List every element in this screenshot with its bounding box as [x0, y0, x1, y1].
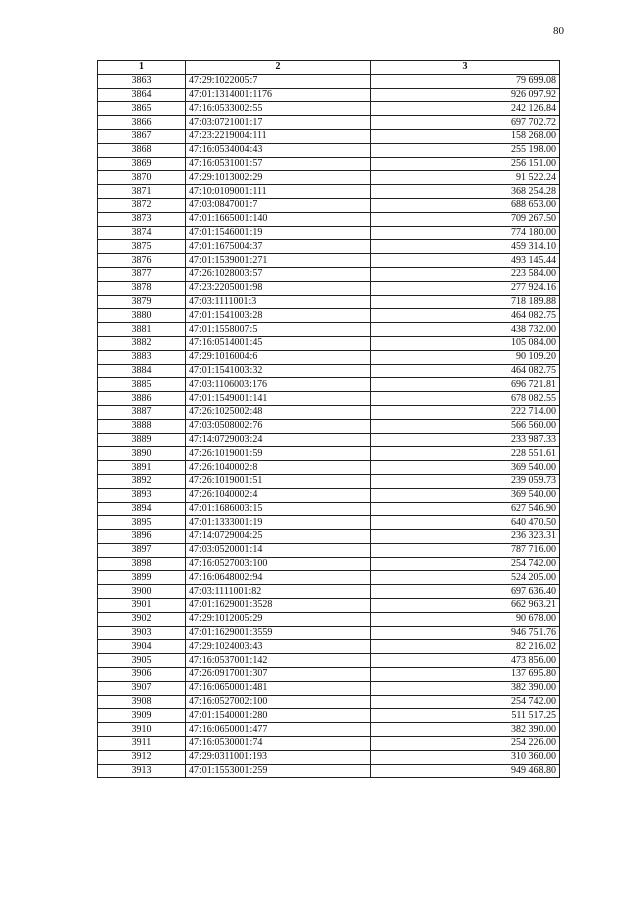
- row-number-cell: 3912: [98, 750, 186, 764]
- amount-cell: 926 097.92: [371, 88, 560, 102]
- cadastral-id-cell: 47:14:0729004:25: [186, 530, 371, 544]
- table-row: [98, 723, 560, 737]
- cadastral-id-cell: 47:16:0537001:142: [186, 654, 371, 668]
- row-number-cell: 3865: [98, 102, 186, 116]
- amount-cell: 255 198.00: [371, 143, 560, 157]
- amount-cell: 524 205.00: [371, 571, 560, 585]
- table-row: [98, 681, 560, 695]
- row-number-cell: 3867: [98, 129, 186, 143]
- row-number-cell: 3905: [98, 654, 186, 668]
- table-row: [98, 640, 560, 654]
- table-row: [98, 612, 560, 626]
- cadastral-id-cell: 47:29:1013002:29: [186, 171, 371, 185]
- amount-cell: 949 468.80: [371, 764, 560, 778]
- cadastral-id-cell: 47:26:1019001:51: [186, 474, 371, 488]
- row-number-cell: 3898: [98, 557, 186, 571]
- cadastral-id-cell: 47:26:1028003:57: [186, 267, 371, 281]
- cadastral-id-cell: 47:03:1111001:3: [186, 295, 371, 309]
- row-number-cell: 3889: [98, 433, 186, 447]
- table-row: [98, 419, 560, 433]
- table-row: [98, 240, 560, 254]
- cadastral-id-cell: 47:16:0514001:45: [186, 336, 371, 350]
- amount-cell: 697 636.40: [371, 585, 560, 599]
- table-row: [98, 378, 560, 392]
- amount-cell: 254 742.00: [371, 695, 560, 709]
- cadastral-id-cell: 47:03:0847001:7: [186, 198, 371, 212]
- row-number-cell: 3896: [98, 530, 186, 544]
- amount-cell: 277 924.16: [371, 281, 560, 295]
- amount-cell: 369 540.00: [371, 488, 560, 502]
- amount-cell: 696 721.81: [371, 378, 560, 392]
- row-number-cell: 3891: [98, 461, 186, 475]
- row-number-cell: 3885: [98, 378, 186, 392]
- table-row: [98, 405, 560, 419]
- table-row: [98, 764, 560, 778]
- row-number-cell: 3887: [98, 405, 186, 419]
- table-row: [98, 157, 560, 171]
- amount-cell: 137 695.80: [371, 668, 560, 682]
- row-number-cell: 3895: [98, 516, 186, 530]
- table-row: [98, 474, 560, 488]
- amount-cell: 678 082.55: [371, 392, 560, 406]
- cadastral-id-cell: 47:16:0534004:43: [186, 143, 371, 157]
- row-number-cell: 3878: [98, 281, 186, 295]
- row-number-cell: 3866: [98, 116, 186, 130]
- table-row: [98, 433, 560, 447]
- amount-cell: 368 254.28: [371, 185, 560, 199]
- amount-cell: 239 059.73: [371, 474, 560, 488]
- cadastral-id-cell: 47:14:0729003:24: [186, 433, 371, 447]
- row-number-cell: 3886: [98, 392, 186, 406]
- amount-cell: 640 470.50: [371, 516, 560, 530]
- table-row: [98, 516, 560, 530]
- row-number-cell: 3897: [98, 543, 186, 557]
- amount-cell: 90 109.20: [371, 350, 560, 364]
- row-number-cell: 3876: [98, 254, 186, 268]
- amount-cell: 709 267.50: [371, 212, 560, 226]
- cadastral-id-cell: 47:01:1549001:141: [186, 392, 371, 406]
- amount-cell: 662 963.21: [371, 599, 560, 613]
- cadastral-id-cell: 47:10:0109001:111: [186, 185, 371, 199]
- cadastral-id-cell: 47:01:1629001:3559: [186, 626, 371, 640]
- table-row: [98, 185, 560, 199]
- row-number-cell: 3900: [98, 585, 186, 599]
- column-header: 1: [98, 61, 186, 75]
- amount-cell: 236 323.31: [371, 530, 560, 544]
- table-row: [98, 226, 560, 240]
- table-row: [98, 350, 560, 364]
- cadastral-id-cell: 47:16:0527002:100: [186, 695, 371, 709]
- table-row: [98, 267, 560, 281]
- row-number-cell: 3877: [98, 267, 186, 281]
- amount-cell: 242 126.84: [371, 102, 560, 116]
- table-row: [98, 750, 560, 764]
- row-number-cell: 3882: [98, 336, 186, 350]
- amount-cell: 688 653.00: [371, 198, 560, 212]
- amount-cell: 158 268.00: [371, 129, 560, 143]
- amount-cell: 464 082.75: [371, 309, 560, 323]
- amount-cell: 566 560.00: [371, 419, 560, 433]
- row-number-cell: 3875: [98, 240, 186, 254]
- table-row: [98, 323, 560, 337]
- amount-cell: 223 584.00: [371, 267, 560, 281]
- amount-cell: 254 742.00: [371, 557, 560, 571]
- table-row: [98, 571, 560, 585]
- row-number-cell: 3901: [98, 599, 186, 613]
- table-row: [98, 129, 560, 143]
- cadastral-id-cell: 47:26:1019001:59: [186, 447, 371, 461]
- amount-cell: 382 390.00: [371, 723, 560, 737]
- table-row: [98, 709, 560, 723]
- amount-cell: 222 714.00: [371, 405, 560, 419]
- amount-cell: 493 145.44: [371, 254, 560, 268]
- table-row: [98, 737, 560, 751]
- row-number-cell: 3902: [98, 612, 186, 626]
- cadastral-id-cell: 47:29:1024003:43: [186, 640, 371, 654]
- row-number-cell: 3884: [98, 364, 186, 378]
- table-row: [98, 102, 560, 116]
- amount-cell: 91 522.24: [371, 171, 560, 185]
- table-row: [98, 530, 560, 544]
- row-number-cell: 3881: [98, 323, 186, 337]
- table-row: [98, 116, 560, 130]
- cadastral-id-cell: 47:03:0721001:17: [186, 116, 371, 130]
- column-header: 2: [186, 61, 371, 75]
- row-number-cell: 3911: [98, 737, 186, 751]
- cadastral-id-cell: 47:03:0508002:76: [186, 419, 371, 433]
- row-number-cell: 3888: [98, 419, 186, 433]
- cadastral-id-cell: 47:01:1333001:19: [186, 516, 371, 530]
- row-number-cell: 3899: [98, 571, 186, 585]
- row-number-cell: 3879: [98, 295, 186, 309]
- table-row: [98, 198, 560, 212]
- table-row: [98, 364, 560, 378]
- cadastral-id-cell: 47:01:1686003:15: [186, 502, 371, 516]
- table-row: [98, 447, 560, 461]
- table-row: [98, 557, 560, 571]
- cadastral-id-cell: 47:01:1665001:140: [186, 212, 371, 226]
- amount-cell: 511 517.25: [371, 709, 560, 723]
- data-table: [97, 60, 560, 778]
- row-number-cell: 3874: [98, 226, 186, 240]
- table-row: [98, 668, 560, 682]
- cadastral-id-cell: 47:26:0917001:307: [186, 668, 371, 682]
- cadastral-id-cell: 47:29:1022005:7: [186, 74, 371, 88]
- amount-cell: 310 360.00: [371, 750, 560, 764]
- cadastral-id-cell: 47:16:0650001:477: [186, 723, 371, 737]
- table-row: [98, 461, 560, 475]
- table-row: [98, 599, 560, 613]
- table-row: [98, 143, 560, 157]
- row-number-cell: 3910: [98, 723, 186, 737]
- row-number-cell: 3870: [98, 171, 186, 185]
- amount-cell: 464 082.75: [371, 364, 560, 378]
- cadastral-id-cell: 47:01:1546001:19: [186, 226, 371, 240]
- table-row: [98, 543, 560, 557]
- amount-cell: 438 732.00: [371, 323, 560, 337]
- cadastral-id-cell: 47:29:1012005:29: [186, 612, 371, 626]
- row-number-cell: 3863: [98, 74, 186, 88]
- cadastral-id-cell: 47:01:1629001:3528: [186, 599, 371, 613]
- table-row: [98, 502, 560, 516]
- amount-cell: 369 540.00: [371, 461, 560, 475]
- row-number-cell: 3880: [98, 309, 186, 323]
- page-number: 80: [553, 25, 564, 37]
- header-row: [98, 61, 560, 75]
- amount-cell: 718 189.88: [371, 295, 560, 309]
- amount-cell: 228 551.61: [371, 447, 560, 461]
- cadastral-id-cell: 47:16:0531001:57: [186, 157, 371, 171]
- cadastral-id-cell: 47:03:1111001:82: [186, 585, 371, 599]
- table-row: [98, 336, 560, 350]
- amount-cell: 473 856.00: [371, 654, 560, 668]
- cadastral-id-cell: 47:01:1675004:37: [186, 240, 371, 254]
- table-row: [98, 212, 560, 226]
- amount-cell: 79 699.08: [371, 74, 560, 88]
- amount-cell: 627 546.90: [371, 502, 560, 516]
- row-number-cell: 3892: [98, 474, 186, 488]
- table-row: [98, 309, 560, 323]
- table-row: [98, 488, 560, 502]
- cadastral-id-cell: 47:16:0648002:94: [186, 571, 371, 585]
- row-number-cell: 3869: [98, 157, 186, 171]
- cadastral-id-cell: 47:03:1106003:176: [186, 378, 371, 392]
- row-number-cell: 3906: [98, 668, 186, 682]
- row-number-cell: 3868: [98, 143, 186, 157]
- row-number-cell: 3913: [98, 764, 186, 778]
- cadastral-id-cell: 47:23:2205001:98: [186, 281, 371, 295]
- amount-cell: 233 987.33: [371, 433, 560, 447]
- amount-cell: 774 180.00: [371, 226, 560, 240]
- amount-cell: 459 314.10: [371, 240, 560, 254]
- row-number-cell: 3890: [98, 447, 186, 461]
- table-row: [98, 392, 560, 406]
- row-number-cell: 3904: [98, 640, 186, 654]
- cadastral-id-cell: 47:26:1040002:4: [186, 488, 371, 502]
- table-row: [98, 585, 560, 599]
- table-row: [98, 626, 560, 640]
- cadastral-id-cell: 47:03:0520001:14: [186, 543, 371, 557]
- cadastral-id-cell: 47:01:1553001:259: [186, 764, 371, 778]
- row-number-cell: 3893: [98, 488, 186, 502]
- amount-cell: 256 151.00: [371, 157, 560, 171]
- cadastral-id-cell: 47:26:1040002:8: [186, 461, 371, 475]
- cadastral-id-cell: 47:26:1025002:48: [186, 405, 371, 419]
- cadastral-id-cell: 47:01:1558007:5: [186, 323, 371, 337]
- cadastral-id-cell: 47:23:2219004:111: [186, 129, 371, 143]
- row-number-cell: 3873: [98, 212, 186, 226]
- row-number-cell: 3909: [98, 709, 186, 723]
- cadastral-id-cell: 47:01:1541003:32: [186, 364, 371, 378]
- table-row: [98, 281, 560, 295]
- cadastral-id-cell: 47:01:1541003:28: [186, 309, 371, 323]
- cadastral-id-cell: 47:16:0650001:481: [186, 681, 371, 695]
- amount-cell: 946 751.76: [371, 626, 560, 640]
- cadastral-id-cell: 47:16:0533002:55: [186, 102, 371, 116]
- amount-cell: 697 702.72: [371, 116, 560, 130]
- amount-cell: 254 226.00: [371, 737, 560, 751]
- row-number-cell: 3907: [98, 681, 186, 695]
- cadastral-id-cell: 47:16:0527003:100: [186, 557, 371, 571]
- table-row: [98, 654, 560, 668]
- row-number-cell: 3872: [98, 198, 186, 212]
- cadastral-id-cell: 47:16:0530001:74: [186, 737, 371, 751]
- row-number-cell: 3864: [98, 88, 186, 102]
- cadastral-id-cell: 47:01:1540001:280: [186, 709, 371, 723]
- cadastral-id-cell: 47:01:1314001:1176: [186, 88, 371, 102]
- cadastral-id-cell: 47:29:1016004:6: [186, 350, 371, 364]
- cadastral-id-cell: 47:29:0311001:193: [186, 750, 371, 764]
- row-number-cell: 3903: [98, 626, 186, 640]
- table-row: [98, 74, 560, 88]
- table-row: [98, 695, 560, 709]
- row-number-cell: 3871: [98, 185, 186, 199]
- table-row: [98, 254, 560, 268]
- table-row: [98, 88, 560, 102]
- column-header: 3: [371, 61, 560, 75]
- table-body: [98, 74, 560, 778]
- amount-cell: 787 716.00: [371, 543, 560, 557]
- cadastral-id-cell: 47:01:1539001:271: [186, 254, 371, 268]
- row-number-cell: 3894: [98, 502, 186, 516]
- amount-cell: 90 678.00: [371, 612, 560, 626]
- table-row: [98, 171, 560, 185]
- table-row: [98, 295, 560, 309]
- amount-cell: 82 216.02: [371, 640, 560, 654]
- amount-cell: 105 084.00: [371, 336, 560, 350]
- row-number-cell: 3908: [98, 695, 186, 709]
- amount-cell: 382 390.00: [371, 681, 560, 695]
- row-number-cell: 3883: [98, 350, 186, 364]
